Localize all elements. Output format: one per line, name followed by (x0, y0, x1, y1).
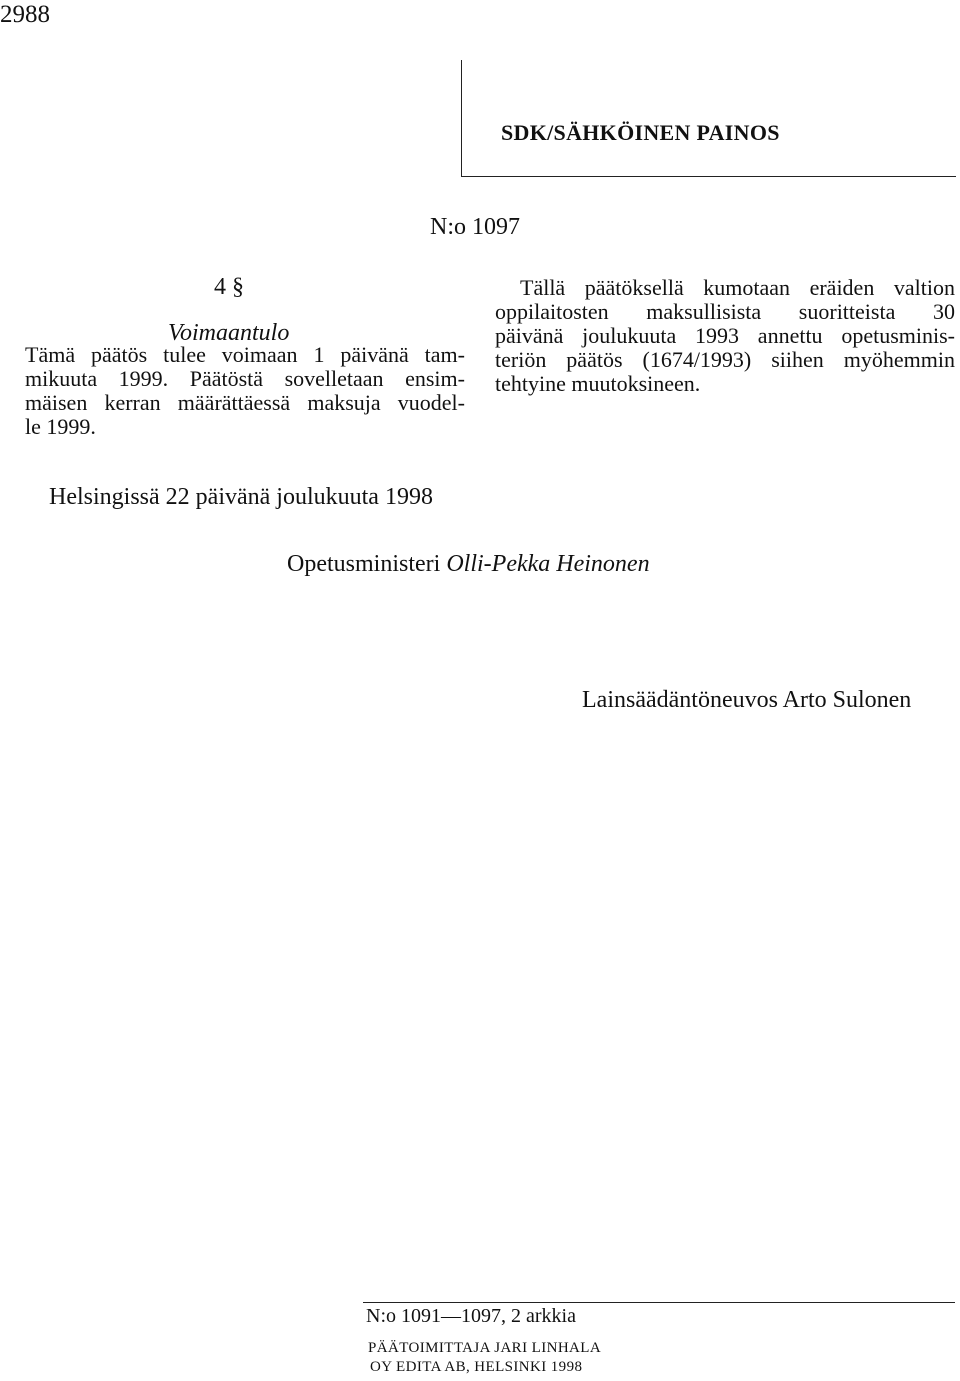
repeal-line: Tällä päätöksellä kumotaan eräiden valtion (520, 275, 955, 300)
repeal-line: oppilaitosten maksullisista suoritteista 30 (495, 299, 955, 324)
repeal-line: tehtyine muutoksineen. (495, 371, 701, 396)
section-body (25, 343, 465, 439)
editor-line: PÄÄTOIMITTAJA JARI LINHALA (368, 1340, 602, 1356)
act-number: N:o 1097 (430, 214, 520, 240)
counsellor-signature: Lainsäädäntöneuvos Arto Sulonen (582, 687, 912, 713)
footer-divider (363, 1302, 955, 1303)
repeal-line: päivänä joulukuuta 1993 annettu opetusminis- (495, 323, 955, 348)
section-title: Voimaantulo (168, 320, 290, 346)
section-body-line: le 1999. (25, 414, 96, 439)
edition-stamp: SDK/SÄHKÖINEN PAINOS (501, 120, 780, 145)
page-number: 2988 (0, 1, 50, 28)
section-body-line: mikuuta 1999. Päätöstä sovelletaan ensim- (25, 366, 465, 391)
section-body-line: Tämä päätös tulee voimaan 1 päivänä tam- (25, 342, 465, 367)
minister-name: Olli-Pekka Heinonen (446, 551, 650, 577)
minister-title: Opetusministeri (287, 551, 441, 577)
publisher-line: OY EDITA AB, HELSINKI 1998 (370, 1359, 583, 1375)
minister-signature (287, 551, 650, 578)
repeal-line: teriön päätös (1674/1993) siihen myöhemmin (495, 347, 955, 372)
place-and-date: Helsingissä 22 päivänä joulukuuta 1998 (49, 484, 433, 510)
section-body-line: mäisen kerran määrättäessä maksuja vuodel- (25, 390, 465, 415)
repeal-paragraph (495, 276, 955, 396)
stamp-frame (461, 60, 956, 177)
issue-range: N:o 1091—1097, 2 arkkia (366, 1305, 576, 1327)
section-number: 4 § (214, 274, 244, 300)
